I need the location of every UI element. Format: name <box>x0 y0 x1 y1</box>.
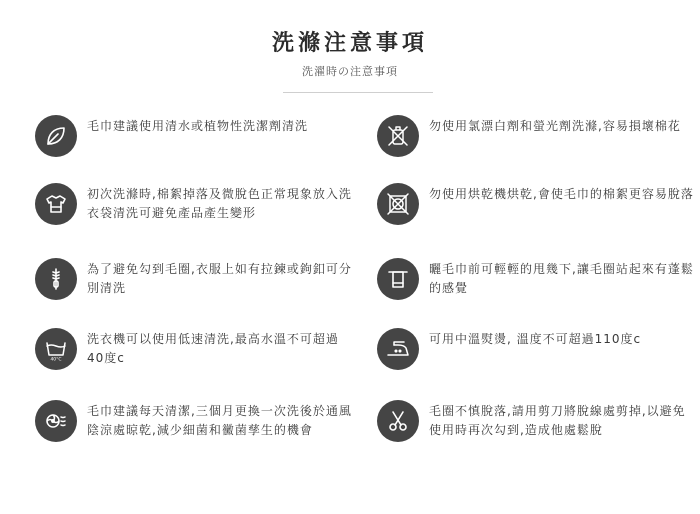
care-text: 毛巾建議每天清潔,三個月更換一次洗後於通風陰涼處晾乾,減少細菌和黴菌孳生的機會 <box>87 404 352 437</box>
care-item-no-tumble-dry <box>377 183 697 239</box>
page-subtitle: 洗濯時の注意事項 <box>302 65 398 78</box>
care-item-zipper <box>35 258 355 314</box>
wash-tub-icon <box>35 328 77 370</box>
hanging-towel-icon <box>377 258 419 300</box>
care-item-no-bleach <box>377 115 697 171</box>
leaf-icon <box>35 115 77 157</box>
care-item-leaf <box>35 115 355 171</box>
care-item-scissors <box>377 400 697 456</box>
care-text: 毛圈不慎脫落,請用剪刀將脫線處剪掉,以避免使用時再次勾到,造成他處鬆脫 <box>429 404 686 437</box>
scissors-icon <box>377 400 419 442</box>
care-item-hanging-towel <box>377 258 697 314</box>
care-text: 初次洗滌時,棉絮掉落及微脫色正常現象放入洗衣袋清洗可避免產品產生變形 <box>87 187 352 220</box>
care-item-laundry-bag <box>35 183 355 239</box>
care-text: 毛巾建議使用清水或植物性洗潔劑清洗 <box>87 119 309 133</box>
care-text: 勿使用烘乾機烘乾,會使毛巾的棉絮更容易脫落 <box>429 187 694 201</box>
no-tumble-dry-icon <box>377 183 419 225</box>
care-text: 可用中溫熨燙, 溫度不可超過110度c <box>429 332 642 346</box>
care-text: 為了避免勾到毛圈,衣服上如有拉鍊或鉤釦可分別清洗 <box>87 262 352 295</box>
zipper-icon <box>35 258 77 300</box>
page-title: 洗滌注意事項 <box>271 31 428 56</box>
care-item-wash-tub <box>35 328 355 384</box>
no-bleach-icon <box>377 115 419 157</box>
care-item-iron <box>377 328 697 384</box>
care-item-fan-dry <box>35 400 355 456</box>
care-text: 勿使用氯漂白劑和螢光劑洗滌,容易損壞棉花 <box>429 119 681 133</box>
fan-dry-icon <box>35 400 77 442</box>
svg-text:40°C: 40°C <box>50 357 62 363</box>
iron-icon <box>377 328 419 370</box>
laundry-bag-icon <box>35 183 77 225</box>
title-divider <box>283 92 433 93</box>
care-text: 洗衣機可以使用低速清洗,最高水溫不可超過40度c <box>87 332 339 365</box>
care-text: 曬毛巾前可輕輕的甩幾下,讓毛圈站起來有蓬鬆的感覺 <box>429 262 694 295</box>
